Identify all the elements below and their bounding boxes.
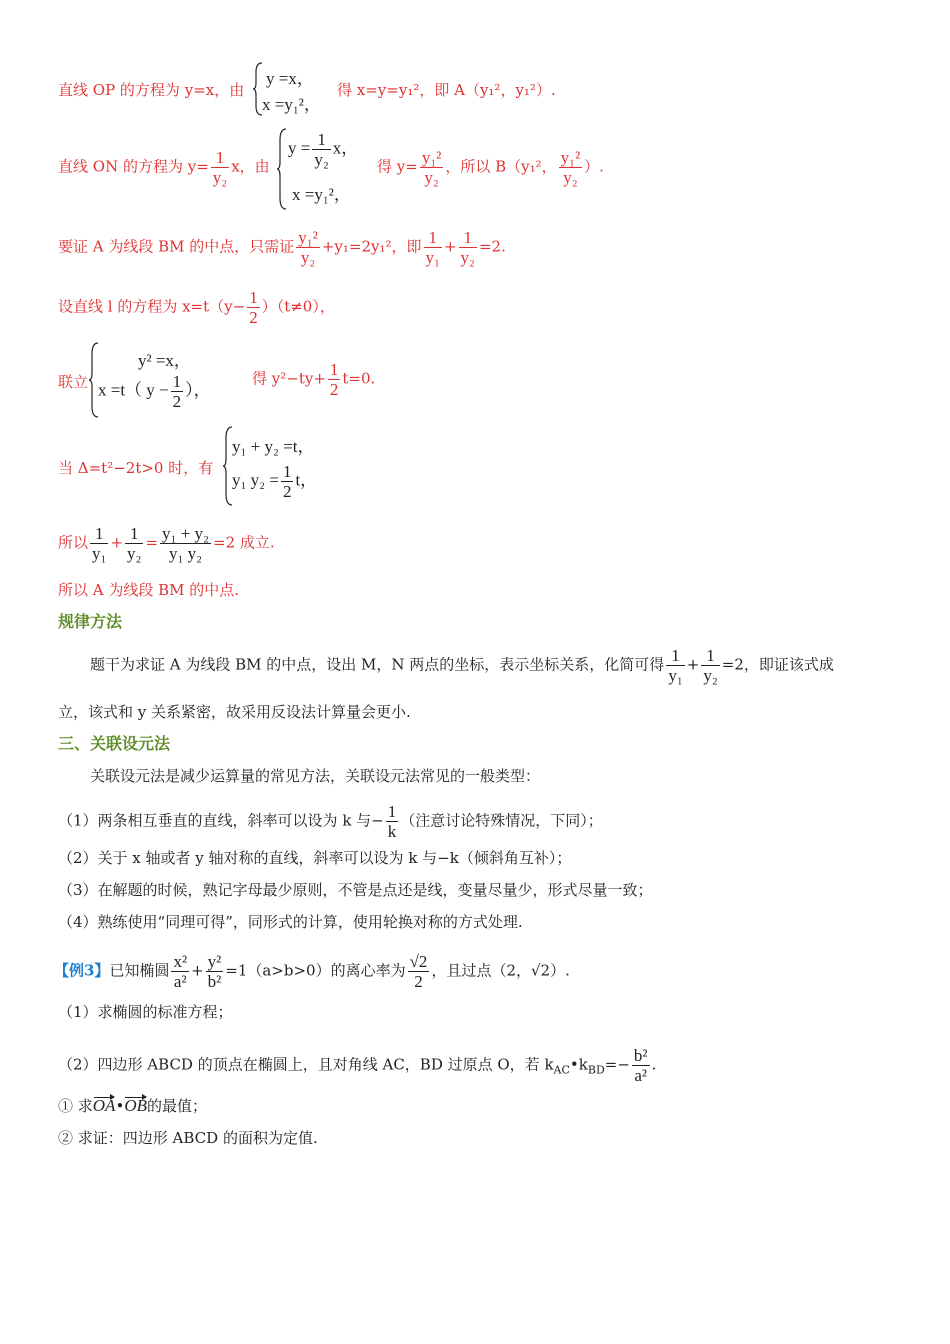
f2-den: b²: [207, 972, 222, 991]
q2-sub-ac: AC: [553, 1063, 570, 1077]
delta-system-eq1: y₁ + y₂ =t，: [232, 437, 315, 456]
prove-a: 要证 A 为线段 BM 的中点，只需证: [58, 237, 295, 256]
prove-d: =2.: [478, 237, 506, 256]
prove-den2: y₁: [425, 248, 440, 267]
section3-item1: [58, 802, 603, 841]
lian-sys2-fraction: [171, 372, 184, 411]
q2-eq: =−: [604, 1055, 630, 1074]
on-result-fraction: [420, 148, 444, 187]
delta-sys2-den: 2: [282, 482, 292, 501]
so-den2: y₂: [127, 544, 142, 563]
section3-item2: （2）关于 x 轴或者 y 轴对称的直线，斜率可以设为 k 与−k（倾斜角互补）；: [58, 849, 572, 867]
lian-result-b: t=0.: [342, 369, 376, 388]
lian-result-a: 得 y²−ty+: [252, 369, 326, 388]
prove-fraction2: [424, 228, 442, 267]
on-sys1-num: 1: [312, 130, 330, 150]
item1-a: （1）两条相互垂直的直线，斜率可以设为 k 与−: [58, 811, 384, 830]
on-result: [377, 148, 604, 187]
item1-b: （注意讨论特殊情况，下同）；: [400, 811, 603, 830]
on-line-text: 直线 ON 的方程为 y=: [58, 157, 209, 176]
on-result-den2: y₂: [563, 168, 578, 187]
q2-1-dot: •: [115, 1097, 125, 1115]
prove-fraction1: [296, 228, 320, 267]
line-l-fraction: [247, 288, 260, 327]
lian-sys2-b: ），: [185, 380, 211, 400]
example3-tag: 【例3】: [54, 961, 110, 980]
on-line: [58, 148, 270, 187]
q2-den: a²: [634, 1066, 648, 1085]
method-den1: y₁: [668, 666, 683, 685]
prove-num3: 1: [459, 228, 477, 248]
q2-dot: •k: [569, 1055, 588, 1074]
ellipse-fraction1: [171, 952, 189, 991]
q2-num: b²: [633, 1046, 648, 1065]
method-plus: +: [686, 655, 700, 674]
so-den1: y₁: [92, 544, 107, 563]
prove-c: +: [443, 237, 457, 256]
prove-line: [58, 228, 506, 267]
method-fraction2: [701, 646, 719, 685]
method-num1: 1: [666, 646, 684, 666]
so-den3: y₁ y₂: [168, 544, 203, 563]
q2-sub-bd: BD: [587, 1063, 605, 1077]
on-sys1-fraction: [312, 130, 330, 169]
on-result-c: ）.: [584, 157, 604, 176]
ellipse-fraction2: [206, 952, 224, 991]
method-den2: y₂: [703, 666, 718, 685]
on-brace: [276, 128, 288, 210]
so-plus: +: [110, 533, 124, 552]
on-result-fraction2: [559, 148, 583, 187]
on-slope-num: 1: [211, 148, 229, 168]
line-l-b: ）（t≠0），: [261, 297, 335, 316]
eccentricity-fraction: [408, 952, 430, 991]
section3-heading: 三、关联设元法: [58, 734, 171, 753]
so-fraction2: [125, 524, 143, 563]
so-a: 所以: [58, 533, 89, 552]
on-result-den: y₂: [424, 168, 439, 187]
lian-system-eq2: [98, 372, 211, 411]
q2-end: .: [651, 1055, 657, 1074]
lian-result-num: 1: [329, 360, 339, 379]
on-sys1-den: y₂: [314, 150, 329, 169]
q2-1-b: 的最值；: [146, 1097, 207, 1115]
so-b: =2 成立.: [213, 533, 275, 552]
delta-sys2-fraction: [281, 462, 294, 501]
lian-sys2-den: 2: [172, 392, 182, 411]
method-para2: 立，该式和 y 关系紧密，故采用反设法计算量会更小.: [58, 703, 411, 721]
section3-item4: （4）熟练使用“同理可得”，同形式的计算，使用轮换对称的方式处理.: [58, 913, 523, 931]
on-system-eq1: [288, 130, 358, 169]
e-num: √2: [409, 952, 428, 971]
example3-q1: （1）求椭圆的标准方程；: [58, 1003, 233, 1021]
op-line: [58, 80, 244, 100]
on-sys1-a: y =: [288, 138, 311, 158]
lian-sys2-num: 1: [172, 372, 182, 391]
example3-q2-2: ② 求证：四边形 ABCD 的面积为定值.: [58, 1129, 318, 1147]
on-slope-den: y₂: [212, 168, 228, 187]
method-para1-b: =2，即证该式成: [721, 655, 834, 674]
lian-result-den: 2: [329, 380, 339, 399]
vector-ob: OB: [124, 1096, 147, 1115]
example3-text-b: =1（a>b>0）的离心率为: [225, 961, 406, 980]
example3-q2: [58, 1046, 656, 1085]
op-result: 得 x=y=y₁²，即 A（y₁²，y₁²）.: [337, 81, 556, 99]
section3-intro: 关联设元法是减少运算量的常见方法，关联设元法常见的一般类型：: [90, 767, 541, 785]
method-num2: 1: [701, 646, 719, 666]
lian-result: [252, 360, 375, 399]
on-result-b: ，所以 B（y₁²，: [445, 157, 557, 176]
prove-num1: y₁²: [298, 228, 318, 247]
method-fraction1: [666, 646, 684, 685]
example3-q2-1: [58, 1096, 207, 1116]
f1-den: a²: [173, 972, 187, 991]
delta-sys2-num: 1: [282, 462, 292, 481]
example3-text-a: 已知椭圆: [109, 961, 170, 980]
so-eq: =: [145, 533, 159, 552]
op-line-text: 直线 OP 的方程为 y=x，由: [58, 81, 245, 99]
f2-num: y²: [207, 952, 222, 971]
example3-plus: +: [191, 961, 204, 980]
lian-system-eq1: y² =x，: [138, 351, 191, 370]
delta-sys2-a: y₁ y₂ =: [232, 470, 279, 490]
item1-num: 1: [387, 802, 397, 821]
lian-result-fraction: [328, 360, 341, 399]
on-line-mid: x，由: [231, 157, 270, 176]
f1-num: x²: [173, 952, 188, 971]
prove-fraction3: [459, 228, 477, 267]
lian-label: 联立: [58, 373, 89, 391]
conclusion: 所以 A 为线段 BM 的中点.: [58, 581, 240, 599]
so-fraction3: [160, 524, 211, 563]
op-system-eq1: y =x，: [266, 69, 314, 88]
vector-oa: OA: [92, 1096, 116, 1115]
so-line: [58, 524, 275, 563]
item1-fraction: [386, 802, 399, 841]
on-slope-fraction: [211, 148, 229, 187]
q2-1-a: ① 求: [58, 1097, 93, 1115]
so-fraction1: [90, 524, 108, 563]
section3-item3: （3）在解题的时候，熟记字母最少原则，不管是点还是线，变量尽量少，形式尽量一致；: [58, 881, 653, 899]
so-num3: y₁ + y₂: [162, 524, 209, 543]
example3-line: [54, 952, 570, 991]
on-result-num: y₁²: [421, 148, 442, 167]
line-l-den: 2: [249, 308, 258, 327]
line-l-num: 1: [249, 288, 258, 307]
example3-text-c: ，且过点（2，√2）.: [431, 961, 570, 980]
item1-den: k: [387, 822, 397, 841]
method-para1-a: 题干为求证 A 为线段 BM 的中点，设出 M，N 两点的坐标，表示坐标关系，化简可得: [90, 655, 665, 674]
delta-line: 当 Δ=t²−2t>0 时，有: [58, 459, 214, 477]
q2-fraction: [632, 1046, 650, 1085]
q2-a: （2）四边形 ABCD 的顶点在椭圆上，且对角线 AC，BD 过原点 O，若 k: [58, 1055, 554, 1074]
delta-system-eq2: [232, 462, 317, 501]
line-l-a: 设直线 l 的方程为 x=t（y−: [58, 297, 246, 316]
e-den: 2: [414, 972, 423, 991]
on-result-a: 得 y=: [377, 157, 418, 176]
prove-b: +y₁=2y₁²，即: [321, 237, 422, 256]
on-result-num2: y₁²: [560, 148, 581, 167]
method-heading: 规律方法: [58, 612, 123, 631]
method-para1: [90, 646, 834, 685]
delta-sys2-b: t，: [295, 470, 318, 490]
on-system-eq2: x =y₁²，: [292, 185, 351, 204]
op-system-eq2: x =y₁²，: [262, 95, 321, 114]
so-num2: 1: [125, 524, 143, 544]
prove-den1: y₂: [300, 248, 316, 267]
prove-num2: 1: [424, 228, 442, 248]
lian-sys2-a: x =t（ y −: [98, 380, 169, 400]
so-num1: 1: [90, 524, 108, 544]
line-l: [58, 288, 335, 327]
prove-den3: y₂: [460, 248, 475, 267]
on-sys1-b: x，: [332, 138, 359, 158]
